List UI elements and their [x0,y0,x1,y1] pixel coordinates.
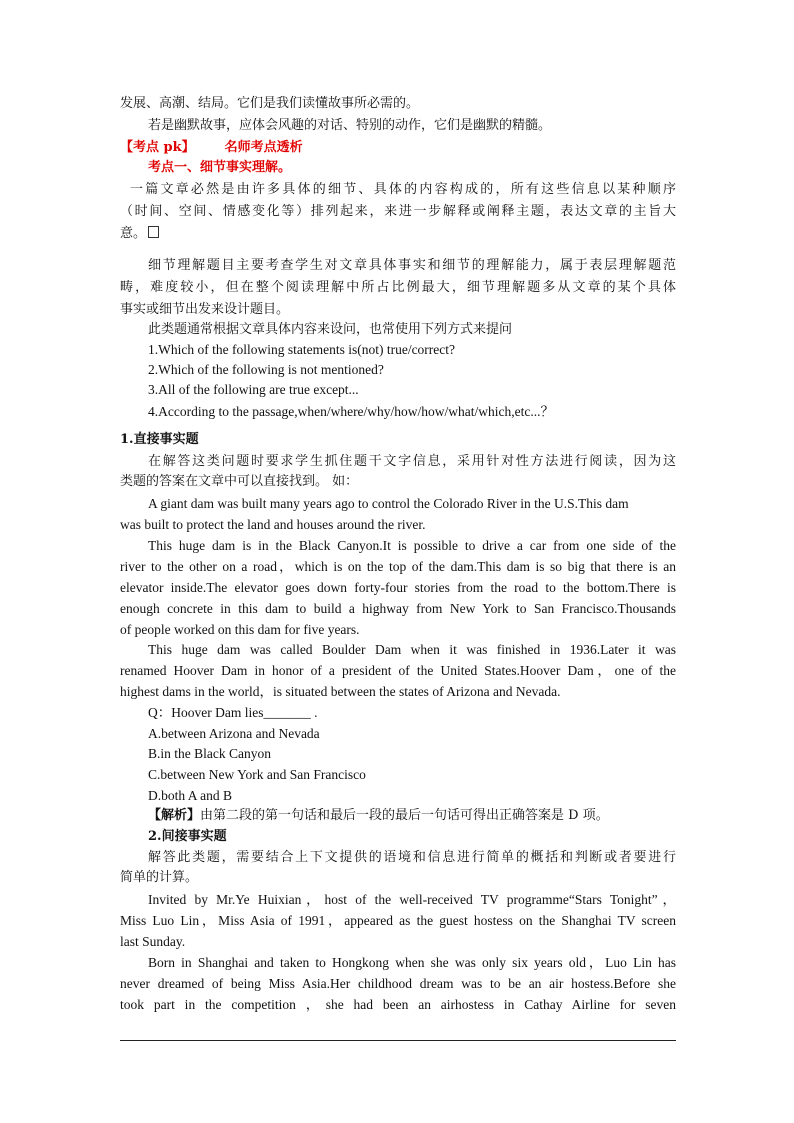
indirect-desc-line: 简单的计算。 [120,870,199,885]
direct-passage-line: enough concrete in this dam to build a highway from New York to San Francisco.Thousands [120,601,676,616]
intro-line-2: 若是幽默故事，应体会风趣的对话、特别的动作，它们是幽默的精髓。 [148,118,552,133]
direct-passage-line: renamed Hoover Dam in honor of a president of the United States.Hoover Dam，one of the [120,663,676,678]
indirect-passage-line: Born in Shanghai and taken to Hongkong when she was only six years old，Luo Lin has [148,955,676,970]
indirect-passage-line: Miss Luo Lin，Miss Asia of 1991，appeared as the guest hostess on the Shanghai TV screen [120,913,676,928]
kaodian-bracket-label: 【考点 pk】 [120,140,195,155]
direct-passage-line: This huge dam is in the Black Canyon.It is possible to drive a car from one side of the [148,538,676,553]
section1-title: 考点一、细节事实理解。 [148,160,292,175]
section1-para2-line: 事实或细节出发来设计题目。 [120,302,290,317]
answer-option: B.in the Black Canyon [148,746,271,761]
intro-line-1: 发展、高潮、结局。它们是我们读懂故事所必需的。 [120,96,420,111]
direct-desc-line: 在解答这类问题时要求学生抓住题干文字信息，采用针对性方法进行阅读，因为这 [148,454,676,469]
footer-divider [120,1040,676,1041]
kaodian-title: 名师考点透析 [224,140,303,155]
section1-para1-line: 一篇文章必然是由许多具体的细节、具体的内容构成的，所有这些信息以某种顺序 [130,182,676,197]
indirect-passage-line: last Sunday. [120,934,186,949]
direct-question: Q：Hoover Dam lies_______ . [148,705,318,720]
question-form-item: 3.All of the following are true except... [148,382,359,397]
section1-para1-line: 意。 [120,224,676,244]
analysis-text: 由第二段的第一句话和最后一段的最后一句话可得出正确答案是 D 项。 [200,808,609,823]
section1-para2-line: 细节理解题目主要考查学生对文章具体事实和细节的理解能力，属于表层理解题范 [148,258,676,273]
direct-passage-line: of people worked on this dam for five years. [120,622,360,637]
answer-option: C.between New York and San Francisco [148,767,366,782]
section1-para2-line: 畴，难度较小，但在整个阅读理解中所占比例最大，细节理解题多从文章的某个具体 [120,280,676,295]
answer-option: D.both A and B [148,788,233,803]
question-form-item: 2.Which of the following is not mentioned? [148,362,384,377]
indirect-title: 2.间接事实题 [148,829,227,844]
direct-title: 1.直接事实题 [120,432,199,447]
indirect-passage-line: never dreamed of being Miss Asia.Her childhood dream was to be an air hostess.Before she [120,976,676,991]
direct-passage-line: river to the other on a road，which is on the top of the dam.This dam is so big that there is an [120,559,676,574]
indirect-desc-line: 解答此类题，需要结合上下文提供的语境和信息进行简单的概括和判断或者要进行 [148,850,676,865]
analysis-label: 【解析】 [148,808,201,823]
direct-desc-line: 类题的答案在文章中可以直接找到。 如： [120,474,359,489]
kaodian-header [120,138,676,158]
direct-passage-line: was built to protect the land and houses around the river. [120,517,426,532]
section1-para1-line: （时间、空间、情感变化等）排列起来，来进一步解释或阐释主题，表达文章的主旨大 [120,204,676,219]
direct-passage-line: A giant dam was built many years ago to control the Colorado River in the U.S.This dam [148,496,629,511]
indirect-passage-line: Invited by Mr.Ye Huixian，host of the well-received TV programme“Stars Tonight”， [148,892,676,907]
question-form-item: 4.According to the passage,when/where/why/how/how/what/which,etc...？ [148,404,555,419]
indirect-passage-line: took part in the competition ，she had been an airhostess in Cathay Airline for seven [120,997,676,1012]
answer-option: A.between Arizona and Nevada [148,726,320,741]
direct-passage-line: This huge dam was called Boulder Dam when it was finished in 1936.Later it was [148,642,676,657]
analysis [148,806,676,826]
direct-passage-line: highest dams in the world，is situated between the states of Arizona and Nevada. [120,684,561,699]
question-forms-intro: 此类题通常根据文章具体内容来设问，也常使用下列方式来提问 [148,322,513,337]
question-form-item: 1.Which of the following statements is(not) true/correct? [148,342,456,357]
direct-passage-line: elevator inside.The elevator goes down forty-four stories from the road to the bottom.There is [120,580,676,595]
placeholder-box-icon [148,226,159,238]
